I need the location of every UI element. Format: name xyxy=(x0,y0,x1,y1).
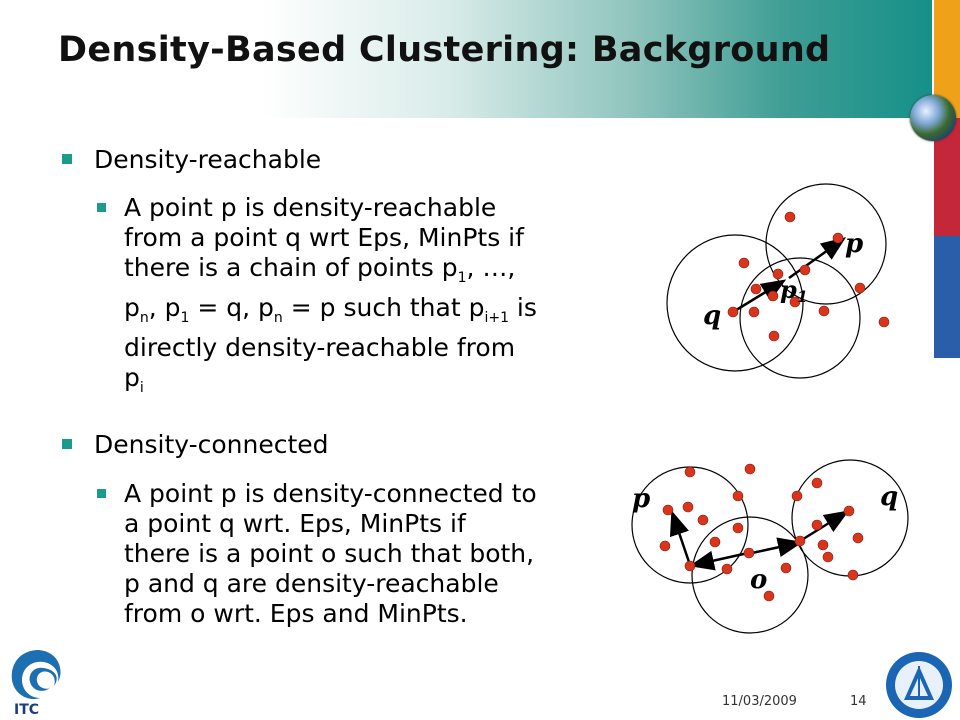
subscript: i+1 xyxy=(484,310,509,326)
bullet-heading: Density-reachable xyxy=(94,145,322,174)
itc-logo-icon xyxy=(4,642,74,717)
text-line: directly density-reachable from xyxy=(124,333,516,362)
subscript: 1 xyxy=(180,310,190,326)
subscript: i xyxy=(139,380,144,396)
text-line: from o wrt. Eps and MinPts. xyxy=(124,599,468,628)
bullet-heading: Density-connected xyxy=(94,430,329,459)
label-q: q xyxy=(880,482,899,512)
label-p: p xyxy=(845,229,864,259)
text-line: A point p is density-connected to xyxy=(124,479,537,508)
subscript: 1 xyxy=(457,270,467,286)
label-q: q xyxy=(703,301,722,331)
text-line: from a point q wrt Eps, MinPts if xyxy=(124,223,524,252)
text-line: there is a chain of points p xyxy=(124,253,458,282)
text-line: is xyxy=(508,293,537,322)
text-line: there is a point o such that both, xyxy=(124,539,535,568)
slide-title: Density-Based Clustering: Background xyxy=(58,30,831,70)
text-line: , …, xyxy=(466,253,516,282)
text-line: p and q are density-reachable xyxy=(124,569,499,598)
university-seal-icon xyxy=(884,650,954,720)
text-line: p xyxy=(124,293,140,322)
text-line: a point q wrt. Eps, MinPts if xyxy=(124,509,466,538)
reach-arrow xyxy=(789,240,842,278)
reach-arrow xyxy=(673,515,690,565)
label-p1-base: p xyxy=(780,275,797,304)
subscript: n xyxy=(273,310,283,326)
eps-circle xyxy=(740,258,860,378)
label-p1-sub: 1 xyxy=(796,287,808,306)
label-o: o xyxy=(750,565,768,595)
reach-arrow xyxy=(694,553,748,565)
label-p1 xyxy=(780,275,808,306)
subscript: n xyxy=(139,310,149,326)
text-line: = q, p xyxy=(189,293,274,322)
label-p: p xyxy=(632,484,651,514)
eps-circle xyxy=(792,460,908,576)
reach-arrow xyxy=(800,513,845,541)
data-points xyxy=(728,212,889,341)
text-line: = p such that p xyxy=(282,293,485,322)
footer-date: 11/03/2009 xyxy=(722,694,797,709)
diagram-density-connected xyxy=(632,460,908,633)
text-line: , p xyxy=(148,293,181,322)
page-number: 14 xyxy=(850,694,867,709)
diagram-density-reachable xyxy=(667,184,889,378)
text-line: p xyxy=(124,363,140,392)
reach-arrow xyxy=(752,543,798,553)
text-line: A point p is density-reachable xyxy=(124,193,497,222)
itc-logo-text: ITC xyxy=(14,702,40,717)
